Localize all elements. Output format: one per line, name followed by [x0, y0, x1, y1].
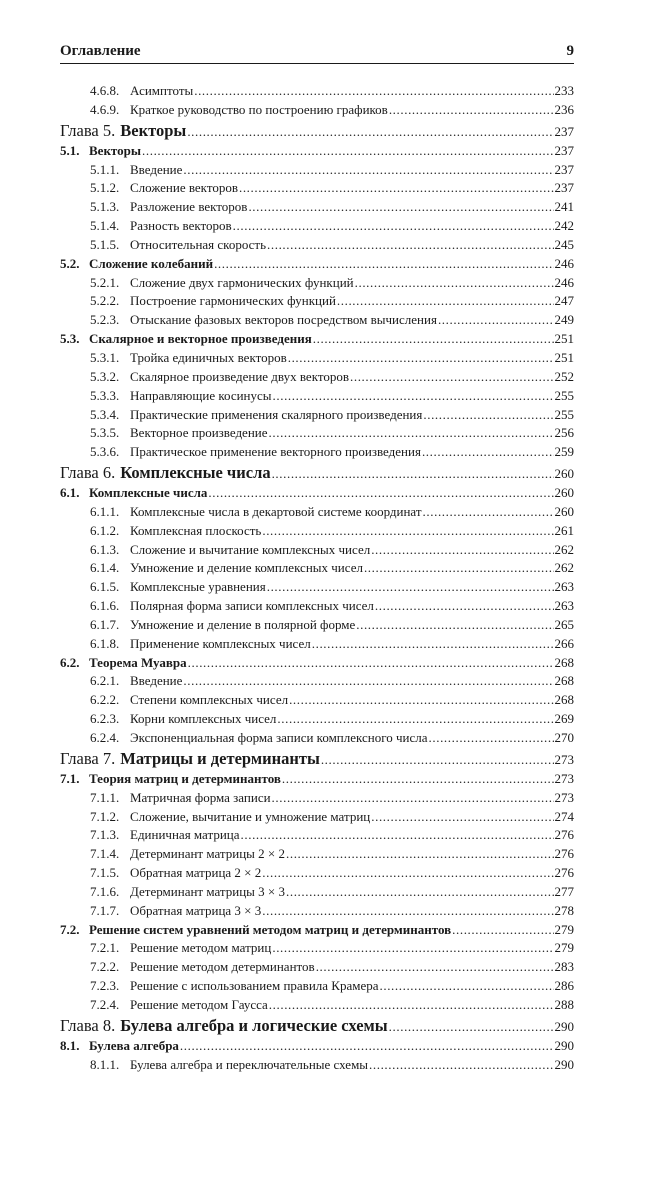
toc-subsection-entry	[60, 711, 574, 730]
toc-subsection-entry	[60, 903, 574, 922]
dot-leader	[277, 711, 553, 727]
entry-page-number: 260	[554, 503, 574, 519]
running-title: Оглавление	[60, 43, 141, 59]
entry-page-number: 283	[554, 959, 574, 975]
entry-title: Обратная матрица 3 × 3	[130, 902, 262, 918]
entry-title: Теорема Муавра	[89, 654, 187, 670]
entry-title: Векторы	[89, 142, 142, 158]
entry-page-number: 286	[554, 978, 574, 994]
toc-section-entry	[60, 1038, 574, 1057]
entry-title: Детерминант матрицы 3 × 3	[130, 883, 285, 899]
entry-title: Корни комплексных чисел	[130, 711, 277, 727]
dot-leader	[188, 655, 554, 671]
entry-page-number: 247	[554, 293, 574, 309]
entry-page-number: 237	[554, 142, 574, 158]
entry-page-number: 268	[554, 654, 574, 670]
toc-subsection-entry	[60, 579, 574, 598]
entry-page-number: 251	[554, 349, 574, 365]
entry-number: 5.1.4.	[90, 218, 120, 234]
toc-subsection-entry	[60, 162, 574, 181]
entry-title: Скалярное и векторное произведения	[89, 331, 312, 347]
dot-leader	[267, 579, 554, 595]
entry-number: 5.3.3.	[90, 387, 120, 403]
toc-section-entry	[60, 771, 574, 790]
entry-title: Булева алгебра	[89, 1037, 179, 1053]
entry-title: Решение методом матриц	[130, 940, 272, 956]
chapter-prefix: Глава 8.	[60, 1015, 116, 1035]
entry-title: Решение систем уравнений методом матриц и детерминантов	[89, 921, 452, 937]
entry-title: Практические применения скалярного произведения	[130, 406, 423, 422]
dot-leader	[269, 425, 554, 441]
entry-number: 5.1.5.	[90, 236, 120, 252]
toc-subsection-entry	[60, 598, 574, 617]
toc-chapter-entry	[60, 121, 574, 143]
dot-leader	[241, 827, 554, 843]
toc-subsection-entry	[60, 790, 574, 809]
entry-title: Введение	[130, 673, 183, 689]
entry-page-number: 242	[554, 218, 574, 234]
entry-number: 6.1.7.	[90, 616, 120, 632]
entry-number: 6.1.8.	[90, 635, 120, 651]
toc-section-entry	[60, 331, 574, 350]
entry-page-number: 276	[554, 865, 574, 881]
entry-title: Асимптоты	[130, 83, 194, 98]
chapter-prefix: Глава 6.	[60, 463, 116, 483]
dot-leader	[183, 673, 553, 689]
entry-title: Теория матриц и детерминантов	[89, 770, 281, 786]
entry-number: 7.1.2.	[90, 808, 120, 824]
entry-number: 5.3.4.	[90, 406, 120, 422]
toc-subsection-entry	[60, 940, 574, 959]
toc-subsection-entry	[60, 884, 574, 903]
entry-page-number: 265	[554, 616, 574, 632]
dot-leader	[423, 504, 554, 520]
toc-subsection-entry	[60, 369, 574, 388]
entry-page-number: 274	[554, 808, 574, 824]
entry-title: Полярная форма записи комплексных чисел	[130, 598, 374, 614]
entry-number: 7.2.4.	[90, 996, 120, 1012]
entry-number: 7.2.	[60, 921, 80, 937]
entry-page-number: 273	[554, 751, 574, 767]
dot-leader	[272, 790, 554, 806]
entry-number: 6.2.1.	[90, 673, 120, 689]
toc-subsection-entry	[60, 312, 574, 331]
entry-page-number: 260	[554, 485, 574, 501]
chapter-prefix: Глава 5.	[60, 120, 116, 140]
dot-leader	[375, 598, 554, 614]
entry-title: Введение	[130, 161, 183, 177]
dot-leader	[313, 331, 554, 347]
entry-title: Комплексные уравнения	[130, 579, 266, 595]
toc-subsection-entry	[60, 978, 574, 997]
toc-subsection-entry	[60, 692, 574, 711]
entry-title: Решение методом детерминантов	[130, 959, 315, 975]
entry-title: Относительная скорость	[130, 236, 267, 252]
dot-leader	[208, 485, 553, 501]
entry-page-number: 251	[554, 331, 574, 347]
entry-page-number: 273	[554, 789, 574, 805]
dot-leader	[422, 444, 554, 460]
chapter-title: Векторы	[120, 120, 187, 140]
entry-page-number: 290	[554, 1018, 574, 1034]
toc-subsection-entry	[60, 444, 574, 463]
dot-leader	[429, 730, 554, 746]
dot-leader	[371, 809, 553, 825]
entry-number: 6.2.3.	[90, 711, 120, 727]
entry-title: Умножение и деление в полярной форме	[130, 616, 356, 632]
entry-number: 7.1.1.	[90, 789, 120, 805]
toc-subsection-entry	[60, 407, 574, 426]
entry-page-number: 290	[554, 1037, 574, 1053]
toc-section-entry	[60, 655, 574, 674]
table-of-contents	[60, 83, 574, 1076]
entry-number: 6.1.3.	[90, 541, 120, 557]
entry-page-number: 246	[554, 255, 574, 271]
entry-page-number: 266	[554, 635, 574, 651]
entry-number: 5.2.2.	[90, 293, 120, 309]
chapter-prefix: Глава 7.	[60, 748, 116, 768]
dot-leader	[312, 636, 554, 652]
dot-leader	[380, 978, 554, 994]
entry-page-number: 260	[554, 466, 574, 482]
entry-page-number: 237	[554, 180, 574, 196]
dot-leader	[267, 237, 553, 253]
toc-subsection-entry	[60, 504, 574, 523]
entry-number: 6.1.6.	[90, 598, 120, 614]
dot-leader	[262, 903, 553, 919]
entry-page-number: 256	[554, 425, 574, 441]
entry-number: 5.2.1.	[90, 274, 120, 290]
entry-number: 6.2.	[60, 654, 80, 670]
entry-number: 5.1.	[60, 142, 80, 158]
toc-section-entry	[60, 143, 574, 162]
dot-leader	[214, 256, 553, 272]
entry-title: Сложение, вычитание и умножение матриц	[130, 808, 371, 824]
toc-subsection-entry	[60, 846, 574, 865]
entry-number: 7.1.	[60, 770, 80, 786]
toc-subsection-entry	[60, 180, 574, 199]
dot-leader	[364, 560, 554, 576]
entry-page-number: 263	[554, 579, 574, 595]
entry-page-number: 261	[554, 522, 574, 538]
entry-number: 6.1.	[60, 485, 80, 501]
toc-section-entry	[60, 922, 574, 941]
entry-page-number: 276	[554, 846, 574, 862]
entry-page-number: 262	[554, 541, 574, 557]
toc-subsection-entry	[60, 809, 574, 828]
entry-title: Умножение и деление комплексных чисел	[130, 560, 363, 576]
entry-number: 5.2.3.	[90, 312, 120, 328]
entry-page-number: 290	[554, 1056, 574, 1072]
dot-leader	[371, 542, 553, 558]
dot-leader	[272, 466, 554, 482]
toc-chapter-entry	[60, 749, 574, 771]
entry-title: Решение методом Гаусса	[130, 996, 268, 1012]
entry-title: Краткое руководство по построению графиков	[130, 101, 388, 117]
entry-page-number: 241	[554, 199, 574, 215]
dot-leader	[262, 865, 553, 881]
entry-title: Отыскание фазовых векторов посредством вычисления	[130, 312, 437, 328]
toc-section-entry	[60, 485, 574, 504]
entry-number: 5.2.	[60, 255, 80, 271]
chapter-title: Комплексные числа	[120, 463, 271, 483]
entry-number: 6.1.5.	[90, 579, 120, 595]
entry-title: Практическое применение векторного произведения	[130, 444, 421, 460]
page-number: 9	[566, 43, 574, 59]
toc-subsection-entry	[60, 199, 574, 218]
toc-subsection-entry	[60, 617, 574, 636]
toc-subsection-entry	[60, 673, 574, 692]
entry-number: 5.1.1.	[90, 161, 120, 177]
entry-page-number: 278	[554, 902, 574, 918]
dot-leader	[321, 752, 554, 768]
entry-page-number: 270	[554, 730, 574, 745]
toc-subsection-entry	[60, 388, 574, 407]
entry-title: Построение гармонических функций	[130, 293, 336, 309]
entry-page-number: 236	[554, 101, 574, 117]
entry-page-number: 273	[554, 770, 574, 786]
entry-page-number: 259	[554, 444, 574, 460]
toc-subsection-entry	[60, 827, 574, 846]
toc-subsection-entry	[60, 237, 574, 256]
entry-title: Детерминант матрицы 2 × 2	[130, 846, 285, 862]
entry-number: 8.1.	[60, 1037, 80, 1053]
toc-subsection-entry	[60, 218, 574, 237]
entry-number: 7.1.6.	[90, 883, 120, 899]
entry-page-number: 276	[554, 827, 574, 843]
dot-leader	[389, 1019, 554, 1035]
entry-number: 7.1.4.	[90, 846, 120, 862]
entry-page-number: 277	[554, 883, 574, 899]
entry-title: Единичная матрица	[130, 827, 240, 843]
dot-leader	[273, 388, 554, 404]
dot-leader	[262, 523, 553, 539]
entry-title: Комплексные числа	[89, 485, 208, 501]
toc-chapter-entry	[60, 463, 574, 485]
entry-page-number: 279	[554, 940, 574, 956]
toc-subsection-entry	[60, 997, 574, 1016]
dot-leader	[288, 350, 554, 366]
toc-subsection-entry	[60, 350, 574, 369]
entry-number: 8.1.1.	[90, 1056, 120, 1072]
dot-leader	[423, 407, 553, 423]
toc-subsection-entry	[60, 865, 574, 884]
toc-subsection-entry	[60, 730, 574, 749]
entry-number: 7.1.5.	[90, 865, 120, 881]
entry-page-number: 255	[554, 406, 574, 422]
entry-number: 5.1.3.	[90, 199, 120, 215]
header-rule	[60, 63, 574, 64]
entry-number: 5.3.	[60, 331, 80, 347]
toc-subsection-entry	[60, 293, 574, 312]
entry-title: Применение комплексных чисел	[130, 635, 311, 651]
dot-leader	[316, 959, 554, 975]
entry-title: Разность векторов	[130, 218, 232, 234]
chapter-title: Матрицы и детерминанты	[120, 748, 320, 768]
entry-page-number: 263	[554, 598, 574, 614]
entry-title: Тройка единичных векторов	[130, 349, 287, 365]
entry-number: 7.1.3.	[90, 827, 120, 843]
entry-title: Скалярное произведение двух векторов	[130, 368, 349, 384]
entry-title: Степени комплексных чисел	[130, 692, 289, 708]
entry-title: Направляющие косинусы	[130, 387, 272, 403]
entry-title: Решение с использованием правила Крамера	[130, 978, 379, 994]
toc-subsection-entry	[60, 523, 574, 542]
entry-page-number: 288	[554, 996, 574, 1012]
entry-number: 7.2.1.	[90, 940, 120, 956]
entry-page-number: 237	[554, 123, 574, 139]
entry-number: 6.2.4.	[90, 730, 120, 745]
dot-leader	[239, 180, 554, 196]
entry-title: Обратная матрица 2 × 2	[130, 865, 262, 881]
entry-page-number: 249	[554, 312, 574, 328]
dot-leader	[289, 692, 553, 708]
entry-title: Булева алгебра и переключательные схемы	[130, 1056, 369, 1072]
toc-chapter-entry	[60, 1016, 574, 1038]
entry-number: 6.1.4.	[90, 560, 120, 576]
dot-leader	[248, 199, 553, 215]
page-header	[60, 38, 574, 60]
entry-number: 5.3.1.	[90, 349, 120, 365]
entry-number: 5.3.2.	[90, 368, 120, 384]
entry-page-number: 245	[554, 236, 574, 252]
entry-number: 6.2.2.	[90, 692, 120, 708]
entry-number: 5.1.2.	[90, 180, 120, 196]
entry-number: 4.6.9.	[90, 101, 120, 117]
chapter-title: Булева алгебра и логические схемы	[120, 1015, 388, 1035]
dot-leader	[269, 997, 554, 1013]
dot-leader	[142, 143, 553, 159]
dot-leader	[187, 124, 553, 140]
entry-number: 7.2.3.	[90, 978, 120, 994]
toc-subsection-entry	[60, 425, 574, 444]
dot-leader	[286, 846, 554, 862]
dot-leader	[355, 275, 554, 291]
entry-title: Векторное произведение	[130, 425, 268, 441]
entry-title: Сложение векторов	[130, 180, 238, 196]
entry-title: Сложение и вычитание комплексных чисел	[130, 541, 371, 557]
dot-leader	[452, 922, 553, 938]
entry-page-number: 269	[554, 711, 574, 727]
toc-subsection-entry	[60, 959, 574, 978]
entry-page-number: 255	[554, 387, 574, 403]
entry-page-number: 246	[554, 274, 574, 290]
entry-title: Комплексные числа в декартовой системе координат	[130, 503, 422, 519]
dot-leader	[272, 940, 553, 956]
dot-leader	[286, 884, 554, 900]
entry-number: 4.6.8.	[90, 83, 120, 98]
dot-leader	[356, 617, 553, 633]
entry-page-number: 279	[554, 921, 574, 937]
dot-leader	[233, 218, 554, 234]
entry-page-number: 268	[554, 673, 574, 689]
entry-number: 5.3.6.	[90, 444, 120, 460]
dot-leader	[282, 771, 554, 787]
entry-page-number: 233	[554, 83, 574, 98]
toc-subsection-entry	[60, 1057, 574, 1076]
entry-number: 5.3.5.	[90, 425, 120, 441]
dot-leader	[180, 1038, 554, 1054]
entry-number: 7.1.7.	[90, 902, 120, 918]
entry-number: 6.1.1.	[90, 503, 120, 519]
toc-subsection-entry	[60, 102, 574, 121]
toc-subsection-entry	[60, 636, 574, 655]
dot-leader	[369, 1057, 553, 1073]
entry-title: Разложение векторов	[130, 199, 248, 215]
toc-subsection-entry	[60, 542, 574, 561]
dot-leader	[350, 369, 554, 385]
dot-leader	[183, 162, 553, 178]
entry-title: Сложение двух гармонических функций	[130, 274, 354, 290]
entry-page-number: 237	[554, 161, 574, 177]
dot-leader	[337, 293, 554, 309]
entry-number: 6.1.2.	[90, 522, 120, 538]
dot-leader	[389, 102, 554, 118]
entry-title: Сложение колебаний	[89, 255, 214, 271]
toc-subsection-entry	[60, 560, 574, 579]
toc-subsection-entry	[60, 83, 574, 102]
toc-subsection-entry	[60, 275, 574, 294]
entry-title: Матричная форма записи	[130, 789, 271, 805]
entry-page-number: 268	[554, 692, 574, 708]
entry-title: Экспоненциальная форма записи комплексного числа	[130, 730, 428, 745]
entry-number: 7.2.2.	[90, 959, 120, 975]
entry-page-number: 252	[554, 368, 574, 384]
toc-section-entry	[60, 256, 574, 275]
dot-leader	[194, 83, 553, 99]
entry-title: Комплексная плоскость	[130, 522, 262, 538]
entry-page-number: 262	[554, 560, 574, 576]
dot-leader	[438, 312, 554, 328]
